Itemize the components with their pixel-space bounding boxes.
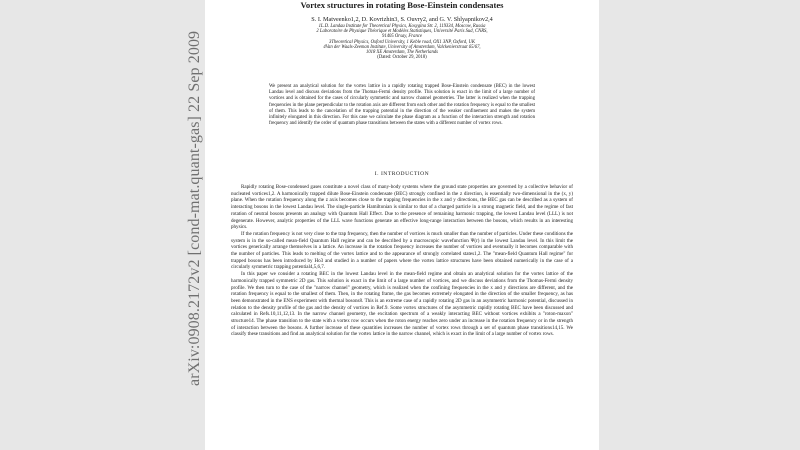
paragraph: In this paper we consider a rotating BEC in the lowest Landau level in the mean-field regime and obtain an analytical solution for the vortex lattice of the harmonically trapped symmetric 2D gas. This solution is exact in the limit of a large number of vortices, and we discuss deviations from the Thomas-Fermi density profile. We then turn to the case of the "narrow channel" geometry, which is realized when the confining frequencies in the x and y directions are different, and the rotation frequency is equal to the smallest of them. Then, in the rotating frame, the gas becomes extremely elongated in the direction of the smaller frequency, as has been demonstrated in the ENS experiment with thermal bosons8. This is an extreme case of a rapidly rotating 2D gas in an asymmetric harmonic potential, discussed in relation to the density profile of the gas and the density of vortices in Ref.9. Some vortex structures of the asymmetric rapidly rotating BEC have been discussed and calculated in Refs.10,11,12,13. In the narrow channel geometry, the excitation spectrum of a weakly interacting BEC without vortices exhibits a "roton-maxon" structure14. The phase transition to the state with a vortex row occurs when the roton energy reaches zero under an increase in the rotation frequency or in the strength of interaction between the bosons. A further increase of these quantities increases the number of vortex rows through a set of quantum phase transitions14,15. We classify these transitions and find an analytical solution for the vortex lattice in the narrow channel, which is exact in the limit of a large number of vortex rows. <box>231 271 573 338</box>
abstract: We present an analytical solution for the vortex lattice in a rapidly rotating trapped Bose-Einstein condensate (BEC) in the lowest Landau level and discuss deviations from the Thomas-Fermi density profile. This solution is exact in the limit of a large number of vortices and is obtained for the cases of circularly symmetric and narrow channel geometries. The latter is realized when the trapping frequencies in the plane perpendicular to the rotation axis are different from each other and the rotation frequency is equal to the smallest of them. This leads to the cancelation of the trapping potential in the direction of the weaker confinement and makes the system infinitely elongated in this direction. For this case we calculate the phase diagram as a function of the interaction strength and rotation frequency and identify the order of quantum phase transitions between the states with a different number of vortex rows. <box>269 84 535 127</box>
paper-title: Vortex structures in rotating Bose-Einstein condensates <box>300 0 504 10</box>
affiliation-line: 4Van der Waals-Zeeman Institute, University of Amsterdam, Valckenierstraat 65/67, <box>323 44 481 50</box>
dated-line: (Dated: October 29, 2018) <box>377 55 427 61</box>
paragraph: If the rotation frequency is not very close to the trap frequency, then the number of vortices is much smaller than the number of particles. Under these conditions the system is in the so-called mean-field Quantum Hall regime and can be described by a macroscopic wavefunction Ψ(r) in the lowest Landau level. In this limit the vortices generically arrange themselves in a lattice. An increase in the rotation frequency increases the number of vortices and eventually it becomes comparable with the number of particles. This leads to melting of the vortex lattice and to the appearance of strongly correlated states1,2. The "mean-field Quantum Hall regime" for trapped bosons has been introduced by Ho3 and studied in a number of papers where the vortex lattice structures have been obtained numerically in the case of a circularly symmetric trapping potential4,5,6,7. <box>231 230 573 271</box>
affiliations <box>245 24 559 60</box>
affiliation-line: 1L.D. Landau Institute for Theoretical Physics, Kosygina Str. 2, 119334, Moscow, Russia <box>318 24 486 29</box>
paper-page <box>205 0 599 450</box>
body-text <box>231 184 573 338</box>
author-list: S. I. Matveenko1,2, D. Kovrizhin3, S. Ouvry2, and G. V. Shlyapnikov2,4 <box>311 16 493 23</box>
section-heading: I. INTRODUCTION <box>374 171 430 177</box>
affiliation-line: 3Theoretical Physics, Oxford University, 1 Keble road, OX1 3NP, Oxford, UK <box>329 39 475 45</box>
affiliation-line: 1018 XE Amsterdam, The Netherlands <box>365 50 438 56</box>
affiliation-line: 2 Laboratoire de Physique Théorique et Modèles Statistiques, Université Paris Sud, CNRS, <box>316 29 488 35</box>
affiliation-line: 91405 Orsay, France <box>382 34 422 40</box>
paragraph: Rapidly rotating Bose-condensed gases constitute a novel class of many-body systems where the ground state properties are governed by a collective behavior of nucleated vortices1,2. A harmonically trapped dilute Bose-Einstein condensate (BEC) strongly confined in the z direction, is essentially two-dimensional in the (x, y) plane. When the rotation frequency along the z axis becomes close to the trapping frequencies in the x and y directions, the BEC gas can be described as a system of interacting bosons in the lowest Landau level. The single-particle Hamiltonian is similar to that of a charged particle in a strong magnetic field, and the regime of fast rotation of neutral bosons presents an analogy with Quantum Hall Effect. Due to the presence of remaining harmonic trapping, the lowest Landau level (LLL) is not degenerate. However, analytic properties of the LLL wave functions generate an effective long-range interaction between the bosons, which results in an interesting physics. <box>231 184 573 231</box>
arxiv-stamp: arXiv:0908.2172v2 [cond-mat.quant-gas] 22 Sep 2009 <box>186 30 203 386</box>
